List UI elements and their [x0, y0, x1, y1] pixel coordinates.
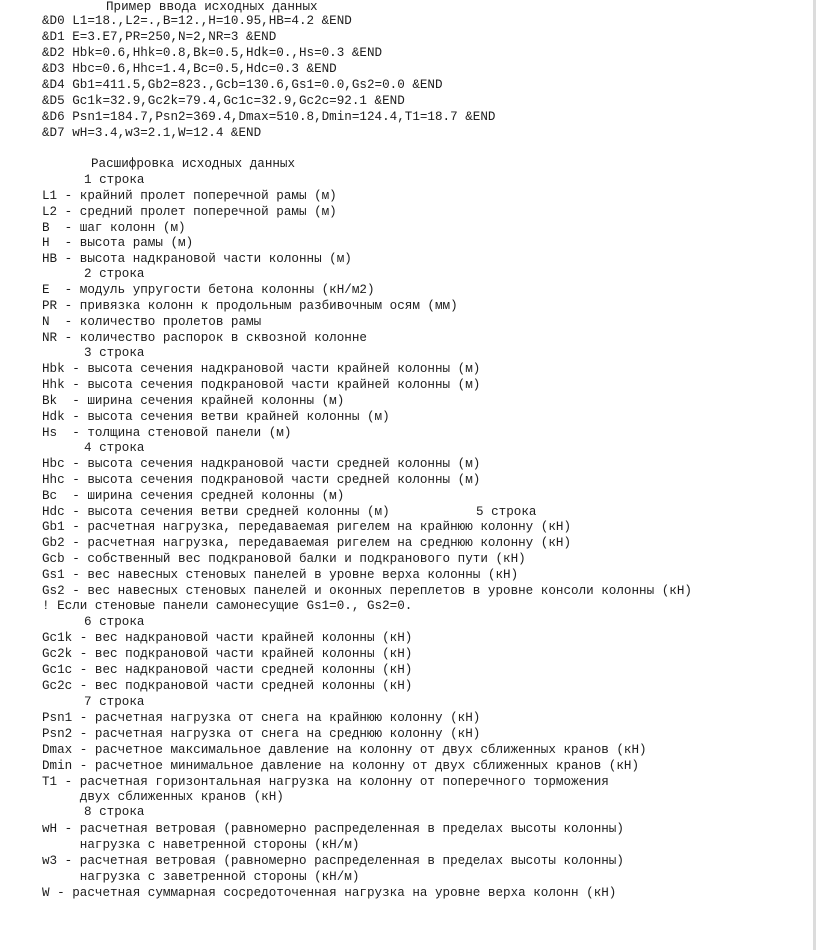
definition-line: Hs - толщина стеновой панели (м) — [42, 426, 292, 440]
definition-line: H - высота рамы (м) — [42, 236, 194, 250]
row6-header: 6 строка — [84, 615, 145, 629]
definition-line: Gs1 - вес навесных стеновых панелей в уровне верха колонны (кН) — [42, 568, 519, 582]
input-line-d5: &D5 Gc1k=32.9,Gc2k=79.4,Gc1c=32.9,Gc2c=92.1 &END — [42, 94, 405, 108]
definition-line: Hdk - высота сечения ветви крайней колонны (м) — [42, 410, 390, 424]
definition-line: Hbc - высота сечения надкрановой части средней колонны (м) — [42, 457, 481, 471]
definition-line: Hhk - высота сечения подкрановой части крайней колонны (м) — [42, 378, 481, 392]
definition-line: w3 - расчетная ветровая (равномерно распределенная в пределах высоты колонны) — [42, 854, 624, 868]
definition-line: wH - расчетная ветровая (равномерно распределенная в пределах высоты колонны) — [42, 822, 624, 836]
definition-line: Gs2 - вес навесных стеновых панелей и оконных переплетов в уровне консоли колонны (кН) — [42, 584, 692, 598]
definition-line: нагрузка с наветренной стороны (кН/м) — [42, 838, 360, 852]
definition-line: NR - количество распорок в сквозной колонне — [42, 331, 367, 345]
definition-line: Gc2k - вес подкрановой части крайней колонны (кН) — [42, 647, 413, 661]
decode-title: Расшифровка исходных данных — [91, 157, 296, 171]
row7-header: 7 строка — [84, 695, 145, 709]
definition-line: двух сближенных кранов (кН) — [42, 790, 284, 804]
note-line: ! Если стеновые панели самонесущие Gs1=0., Gs2=0. — [42, 599, 413, 613]
definition-line: Gb2 - расчетная нагрузка, передаваемая ригелем на среднюю колонну (кН) — [42, 536, 572, 550]
row5-header: 5 строка — [476, 505, 537, 519]
definition-line: E - модуль упругости бетона колонны (кН/м2) — [42, 283, 375, 297]
definition-line: N - количество пролетов рамы — [42, 315, 262, 329]
definition-line: PR - привязка колонн к продольным разбивочным осям (мм) — [42, 299, 458, 313]
definition-line: Bk - ширина сечения крайней колонны (м) — [42, 394, 345, 408]
input-line-d7: &D7 wH=3.4,w3=2.1,W=12.4 &END — [42, 126, 262, 140]
input-line-d3: &D3 Hbc=0.6,Hhc=1.4,Bc=0.5,Hdc=0.3 &END — [42, 62, 337, 76]
definition-line: B - шаг колонн (м) — [42, 221, 186, 235]
row4-header: 4 строка — [84, 441, 145, 455]
definition-line: Gc2c - вес подкрановой части средней колонны (кН) — [42, 679, 413, 693]
definition-line: Dmax - расчетное максимальное давление на колонну от двух сближенных кранов (кН) — [42, 743, 647, 757]
input-line-d0: &D0 L1=18.,L2=.,B=12.,H=10.95,HB=4.2 &END — [42, 14, 352, 28]
row3-header: 3 строка — [84, 346, 145, 360]
definition-line: Gcb - собственный вес подкрановой балки и подкранового пути (кН) — [42, 552, 526, 566]
definition-line: Psn1 - расчетная нагрузка от снега на крайнюю колонну (кН) — [42, 711, 481, 725]
definition-line: L2 - средний пролет поперечной рамы (м) — [42, 205, 337, 219]
definition-line: Hdc - высота сечения ветви средней колонны (м) — [42, 505, 390, 519]
row8-header: 8 строка — [84, 805, 145, 819]
definition-line: Hbk - высота сечения надкрановой части крайней колонны (м) — [42, 362, 481, 376]
row1-header: 1 строка — [84, 173, 145, 187]
input-line-d1: &D1 E=3.E7,PR=250,N=2,NR=3 &END — [42, 30, 277, 44]
definition-line: Gb1 - расчетная нагрузка, передаваемая ригелем на крайнюю колонну (кН) — [42, 520, 572, 534]
definition-line: Gc1c - вес надкрановой части средней колонны (кН) — [42, 663, 413, 677]
definition-line: Psn2 - расчетная нагрузка от снега на среднюю колонну (кН) — [42, 727, 481, 741]
definition-line: нагрузка с заветренной стороны (кН/м) — [42, 870, 360, 884]
input-line-d2: &D2 Hbk=0.6,Hhk=0.8,Bk=0.5,Hdk=0.,Hs=0.3 &END — [42, 46, 383, 60]
definition-line: L1 - крайний пролет поперечной рамы (м) — [42, 189, 337, 203]
definition-line: Gc1k - вес надкрановой части крайней колонны (кН) — [42, 631, 413, 645]
definition-line: Dmin - расчетное минимальное давление на колонну от двух сближенных кранов (кН) — [42, 759, 640, 773]
definition-line: Hhc - высота сечения подкрановой части средней колонны (м) — [42, 473, 481, 487]
input-line-d4: &D4 Gb1=411.5,Gb2=823.,Gcb=130.6,Gs1=0.0,Gs2=0.0 &END — [42, 78, 443, 92]
input-line-d6: &D6 Psn1=184.7,Psn2=369.4,Dmax=510.8,Dmin=124.4,T1=18.7 &END — [42, 110, 496, 124]
definition-line: HB - высота надкрановой части колонны (м) — [42, 252, 352, 266]
row2-header: 2 строка — [84, 267, 145, 281]
definition-line: T1 - расчетная горизонтальная нагрузка на колонну от поперечного торможения — [42, 775, 609, 789]
document-title: Пример ввода исходных данных — [106, 0, 318, 14]
definition-line: W - расчетная суммарная сосредоточенная нагрузка на уровне верха колонн (кН) — [42, 886, 617, 900]
definition-line: Bc - ширина сечения средней колонны (м) — [42, 489, 345, 503]
